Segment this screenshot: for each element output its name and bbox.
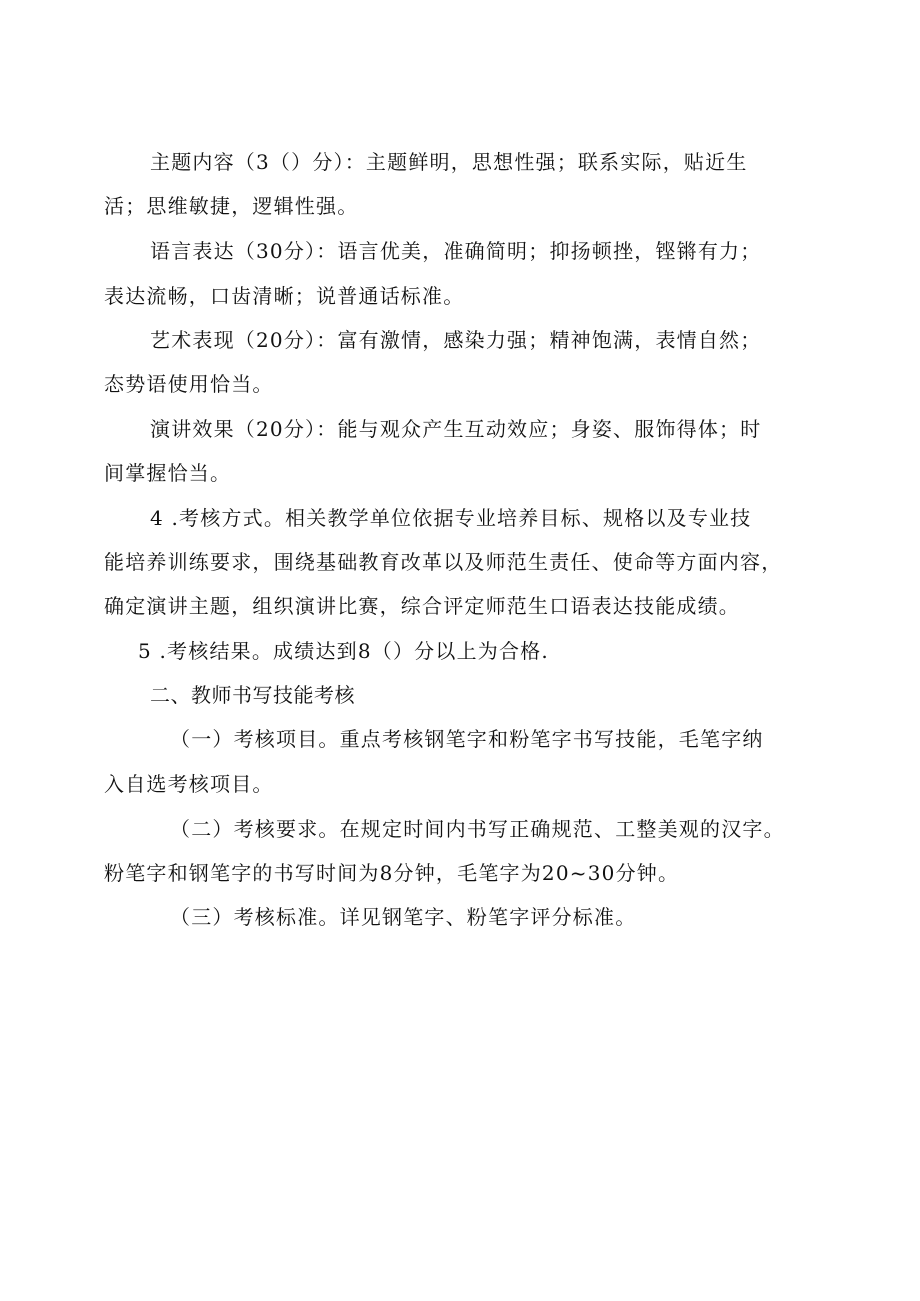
paragraph-speech-effect-line-2: 间掌握恰当。 (104, 461, 232, 485)
paragraph-speech-effect-line-1: 演讲效果（20分）：能与观众产生互动效应；身姿、服饰得体；时 (150, 417, 762, 441)
paragraph-language-expression-line-1: 语言表达（30分）：语言优美，准确简明；抑扬顿挫，铿锵有力； (150, 239, 762, 263)
paragraph-artistic-performance-line-1: 艺术表现（20分）：富有激情，感染力强；精神饱满，表情自然； (150, 328, 762, 352)
paragraph-language-expression-line-2: 表达流畅，口齿清晰；说普通话标准。 (104, 284, 465, 308)
item-assessment-standard: （三）考核标准。详见钢笔字、粉笔字评分标准。 (170, 905, 637, 929)
paragraph-assessment-method-line-1: 4 .考核方式。相关教学单位依据专业培养目标、规格以及专业技 (150, 506, 752, 530)
item-assessment-requirement-line-2: 粉笔字和钢笔字的书写时间为8分钟，毛笔字为20~30分钟。 (104, 861, 680, 885)
section-heading: 二、教师书写技能考核 (150, 683, 355, 707)
paragraph-topic-content-line-1: 主题内容（3（）分）：主题鲜明，思想性强；联系实际，贴近生 (150, 150, 748, 174)
paragraph-assessment-method-line-3: 确定演讲主题，组织演讲比赛，综合评定师范生口语表达技能成绩。 (104, 594, 740, 618)
item-assessment-project-line-1: （一）考核项目。重点考核钢笔字和粉笔字书写技能，毛笔字纳 (170, 727, 764, 751)
item-assessment-requirement-line-1: （二）考核要求。在规定时间内书写正确规范、工整美观的汉字。 (170, 817, 785, 841)
paragraph-assessment-result: 5 .考核结果。成绩达到8（）分以上为合格. (138, 639, 549, 663)
paragraph-topic-content-line-2: 活；思维敏捷，逻辑性强。 (104, 194, 359, 218)
paragraph-artistic-performance-line-2: 态势语使用恰当。 (104, 372, 274, 396)
item-assessment-project-line-2: 入自选考核项目。 (104, 772, 274, 796)
paragraph-assessment-method-line-2: 能培养训练要求，围绕基础教育改革以及师范生责任、使命等方面内容， (104, 550, 783, 574)
